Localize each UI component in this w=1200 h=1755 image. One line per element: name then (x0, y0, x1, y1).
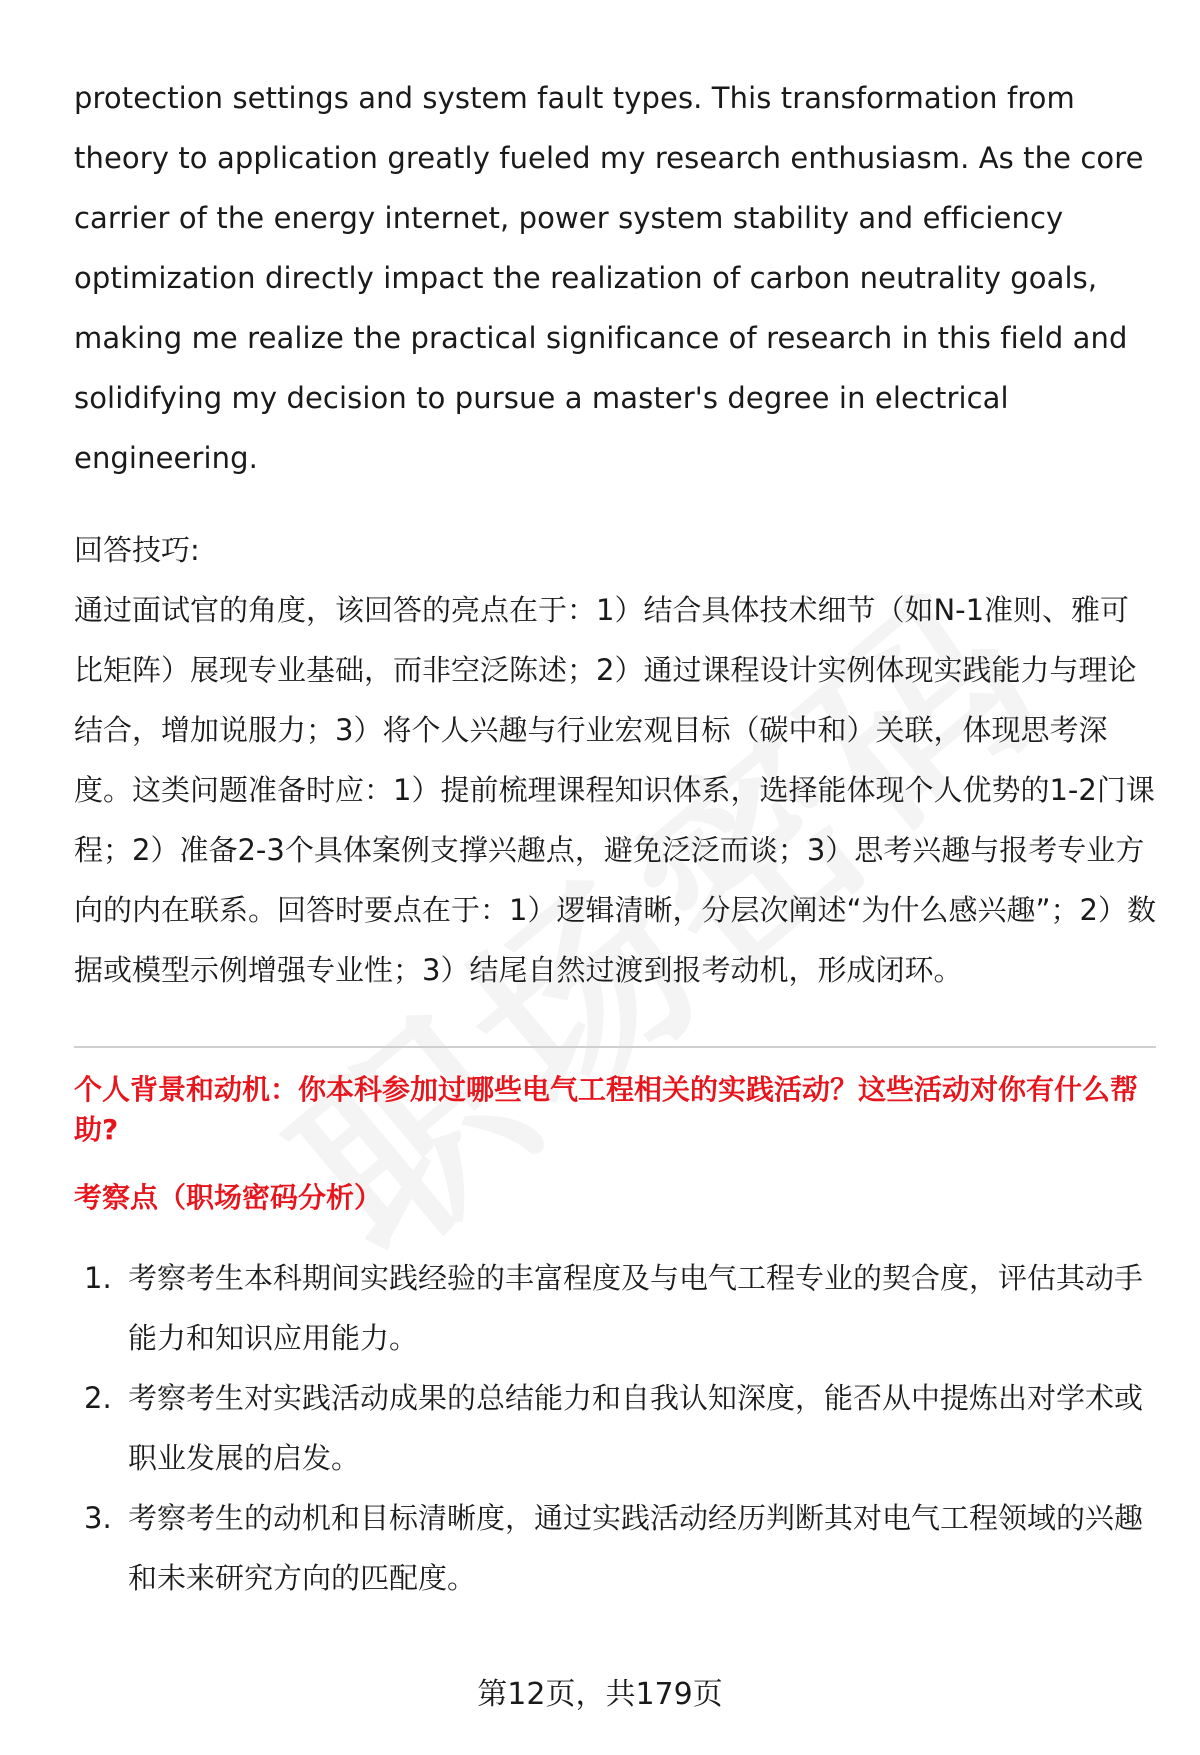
exam-points-heading: 考察点（职场密码分析） (74, 1181, 383, 1214)
list-item-number: 1. (84, 1261, 112, 1295)
document-page (74, 68, 1156, 1608)
section-divider (74, 1046, 1156, 1048)
list-item-number: 3. (84, 1501, 112, 1535)
list-item (74, 1368, 1156, 1488)
list-item-text: 考察考生对实践活动成果的总结能力和自我认知深度，能否从中提炼出对学术或职业发展的启发。 (128, 1381, 1144, 1475)
list-item (74, 1248, 1156, 1368)
intro-paragraph: protection settings and system fault types. This transformation from theory to application greatly fueled my research enthusiasm. As the core carrier of the energy internet, power system stability and efficiency optimization directly impact the realization of carbon neutrality goals, making me realize the practical significance of research in this field and solidifying my decision to pursue a master's degree in electrical engineering. (74, 81, 1144, 475)
list-item-text: 考察考生的动机和目标清晰度，通过实践活动经历判断其对电气工程领域的兴趣和未来研究方向的匹配度。 (128, 1501, 1144, 1595)
exam-points-list (74, 1248, 1156, 1608)
question-title: 个人背景和动机：你本科参加过哪些电气工程相关的实践活动？这些活动对你有什么帮助? (74, 1073, 1139, 1146)
list-item (74, 1488, 1156, 1608)
page-number-footer: 第12页，共179页 (477, 1677, 723, 1712)
list-item-number: 2. (84, 1381, 112, 1415)
list-item-text: 考察考生本科期间实践经验的丰富程度及与电气工程专业的契合度，评估其动手能力和知识应用能力。 (128, 1261, 1144, 1355)
tips-body: 通过面试官的角度，该回答的亮点在于：1）结合具体技术细节（如N-1准则、雅可比矩阵）展现专业基础，而非空泛陈述；2）通过课程设计实例体现实践能力与理论结合，增加说服力；3）将个人兴趣与行业宏观目标（碳中和）关联，体现思考深度。这类问题准备时应：1）提前梳理课程知识体系，选择能体现个人优势的1-2门课程；2）准备2-3个具体案例支撑兴趣点，避免泛泛而谈；3）思考兴趣与报考专业方向的内在联系。回答时要点在于：1）逻辑清晰，分层次阐述“为什么感兴趣”；2）数据或模型示例增强专业性；3）结尾自然过渡到报考动机，形成闭环。 (74, 593, 1156, 987)
tips-heading: 回答技巧: (74, 533, 200, 567)
